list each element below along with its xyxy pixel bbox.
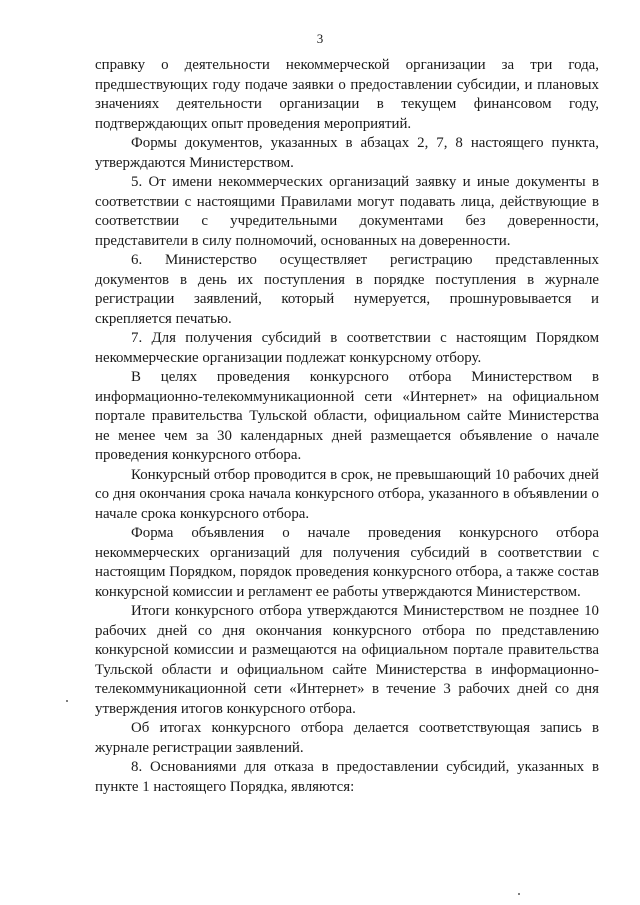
paragraph-item-6: 6. Министерство осуществляет регистрацию представленных документов в день их поступления в порядке поступления в журнале регистрации заявлений, который нумеруется, прошнуровывается и скрепляется печатью. — [95, 252, 599, 327]
paragraph-journal-record: Об итогах конкурсного отбора делается соответствующая запись в журнале регистрации заявлений. — [95, 720, 599, 756]
paragraph-item-5: 5. От имени некоммерческих организаций заявку и иные документы в соответствии с настоящими Правилами могут подавать лица, действующие в соответствии с учредительными документами без доверенности, представители в силу полномочий, основанных на доверенности. — [95, 174, 599, 249]
paragraph-continuation: справку о деятельности некоммерческой организации за три года, предшествующих году подаче заявки о предоставлении субсидии, и плановых значениях деятельности организации в текущем финансовом году, подтверждающих опыт проведения мероприятий. — [95, 57, 599, 132]
page-number: 3 — [316, 31, 324, 46]
paragraph-item-7: 7. Для получения субсидий в соответствии с настоящим Порядком некоммерческие организации подлежат конкурсному отбору. — [95, 330, 599, 366]
paragraph-announcement-form: Форма объявления о начале проведения конкурсного отбора некоммерческих организаций для получения субсидий в соответствии с настоящим Порядком, порядок проведения конкурсного отбора, а также состав конкурсной комиссии и регламент ее работы утверждаются Министерством. — [95, 525, 599, 600]
paragraph-announcement: В целях проведения конкурсного отбора Министерством в информационно-телекоммуникационной сети «Интернет» на официальном портале правительства Тульской области, официальном сайте Министерства не менее чем за 30 календарных дней размещается объявление о начале проведения конкурсного отбора. — [95, 369, 599, 463]
paragraph-forms-approval: Формы документов, указанных в абзацах 2, 7, 8 настоящего пункта, утверждаются Министерством. — [95, 135, 599, 171]
scan-speck — [66, 700, 68, 702]
scan-speck — [518, 893, 520, 895]
paragraph-selection-term: Конкурсный отбор проводится в срок, не превышающий 10 рабочих дней со дня окончания срока начала конкурсного отбора, указанного в объявлении о начале срока конкурсного отбора. — [95, 466, 599, 522]
paragraph-item-8: 8. Основаниями для отказа в предоставлении субсидий, указанных в пункте 1 настоящего Порядка, являются: — [95, 759, 599, 795]
document-body — [95, 56, 599, 797]
paragraph-results: Итоги конкурсного отбора утверждаются Министерством не позднее 10 рабочих дней со дня окончания конкурсного отбора по представлению конкурсной комиссии и размещаются на официальном портале правительства Тульской области и официальном сайте Министерства в информационно-телекоммуникационной сети «Интернет» в течение 3 рабочих дней со дня утверждения итогов конкурсного отбора. — [95, 603, 599, 717]
